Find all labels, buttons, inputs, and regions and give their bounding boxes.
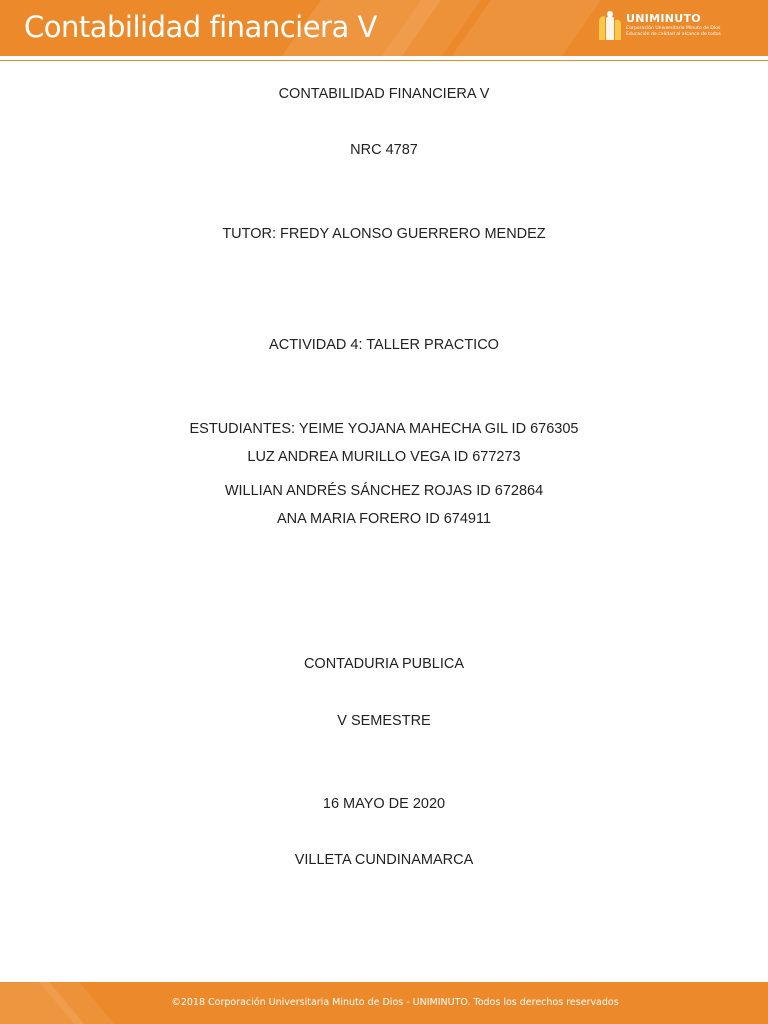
- logo-subtitle-1: Corporación Universitaria Minuto de Dios: [626, 26, 721, 31]
- logo-name: UNIMINUTO: [626, 12, 701, 25]
- header-divider: [0, 60, 768, 61]
- location: VILLETA CUNDINAMARCA: [294, 852, 474, 868]
- activity-title: ACTIVIDAD 4: TALLER PRACTICO: [269, 337, 499, 353]
- program-name: CONTADURIA PUBLICA: [303, 656, 465, 672]
- student-line: ANA MARIA FORERO ID 674911: [276, 511, 492, 527]
- logo-subtitle-2: Educación de calidad al alcance de todos: [626, 32, 721, 37]
- page-footer: [0, 982, 768, 1024]
- student-line: WILLIAN ANDRÉS SÁNCHEZ ROJAS ID 672864: [224, 483, 544, 499]
- nrc-code: NRC 4787: [350, 142, 418, 158]
- tutor-name: TUTOR: FREDY ALONSO GUERRERO MENDEZ: [222, 226, 546, 242]
- student-line: LUZ ANDREA MURILLO VEGA ID 677273: [247, 449, 521, 465]
- semester: V SEMESTRE: [337, 713, 431, 729]
- uniminuto-logo: [596, 10, 746, 44]
- student-line: ESTUDIANTES: YEIME YOJANA MAHECHA GIL ID 676305: [189, 421, 579, 437]
- header-title: Contabilidad financiera V: [24, 10, 377, 44]
- uniminuto-logo-icon: [596, 10, 624, 44]
- footer-copyright: ©2018 Corporación Universitaria Minuto de Dios - UNIMINUTO. Todos los derechos reservados: [171, 997, 619, 1008]
- page-header: [0, 0, 768, 56]
- date: 16 MAYO DE 2020: [322, 796, 446, 812]
- course-title: CONTABILIDAD FINANCIERA V: [278, 86, 490, 102]
